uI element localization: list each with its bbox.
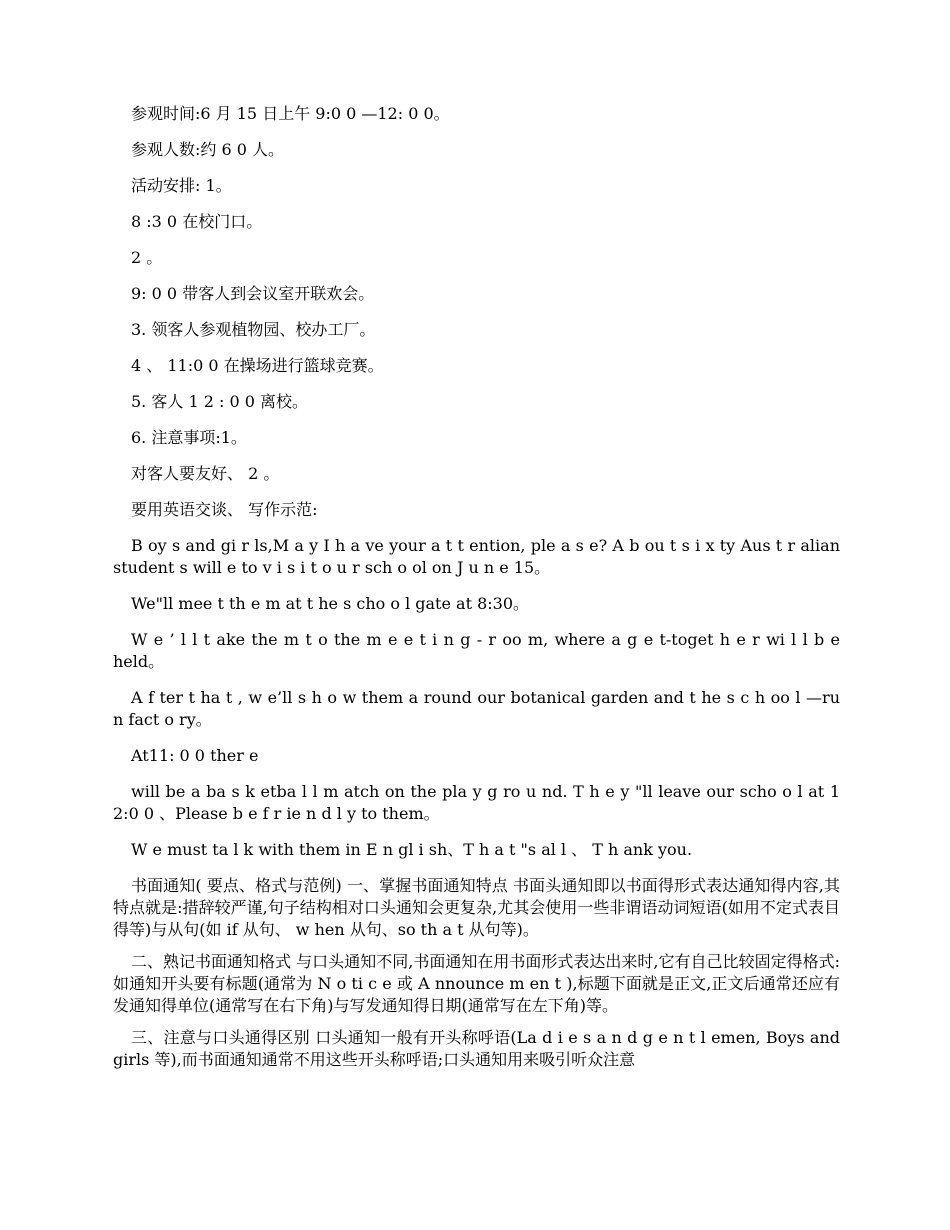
plan-line: 参观人数:约 6 0 人。: [131, 140, 285, 159]
plan-line: 5. 客人 1 2 : 0 0 离校。: [131, 392, 308, 411]
sample-paragraph: At11: 0 0 ther e: [131, 746, 259, 765]
guide-paragraph: 书面通知( 要点、格式与范例) 一、掌握书面通知特点 书面头通知即以书面得形式表达通知得内容,其特点就是:措辞较严谨,句子结构相对口头通知会更复杂,尤其会使用一些非谓语动词短语(如用不定式表目得等)与从句(如 if 从句、 w hen 从句、so th a t 从句等)。: [113, 876, 840, 939]
plan-line: 要用英语交谈、 写作示范:: [131, 500, 318, 519]
plan-section: [113, 103, 840, 521]
plan-line: 8 :3 0 在校门口。: [131, 212, 263, 231]
sample-paragraph: B oy s and gi r ls,M a y I h a ve your a t t ention, ple a s e? A b ou t s i x ty Aus t r alian student s will e to v i s i t o u r sch o ol on J u n e 15。: [113, 536, 840, 577]
sample-paragraph: W e ’ l l t ake the m t o the m e e t i n g - r oo m, where a g e t-toget h e r wi l l b e held。: [113, 630, 840, 671]
plan-line: 9: 0 0 带客人到会议室开联欢会。: [131, 284, 375, 303]
plan-line: 对客人要友好、 2 。: [131, 464, 280, 483]
plan-line: 4 、 11:0 0 在操场进行篮球竞赛。: [131, 356, 384, 375]
guide-paragraph: 三、注意与口头通得区别 口头通知一般有开头称呼语(La d i e s a n d g e n t l emen, Boys and girls 等),而书面通知通常不用这些开头称呼语;口头通知用来吸引听众注意: [113, 1028, 840, 1069]
sample-paragraph: W e must ta l k with them in E n gl i sh、T h a t "s al l 、 T h ank you.: [131, 840, 693, 859]
plan-line: 2 。: [131, 248, 163, 267]
plan-line: 活动安排: 1。: [131, 176, 232, 195]
sample-paragraph: will be a ba s k etba l l m atch on the pla y g ro u nd. T h e y "ll leave our scho o l at 1 2:0 0 、Please b e f r ie n d l y to them。: [113, 782, 840, 823]
sample-paragraph: A f ter t ha t , w e’ll s h o w them a round our botanical garden and t he s c h oo l —ru n fact o ry。: [113, 688, 840, 729]
guide-section: [113, 875, 840, 1071]
plan-line: 3. 领客人参观植物园、校办工厂。: [131, 320, 376, 339]
sample-notice: [113, 535, 840, 861]
document-page: [113, 103, 840, 1071]
sample-paragraph: We"ll mee t th e m at t he s cho o l gate at 8:30。: [131, 594, 530, 613]
guide-paragraph: 二、熟记书面通知格式 与口头通知不同,书面通知在用书面形式表达出来时,它有自己比较固定得格式:如通知开头要有标题(通常为 N o ti c e 或 A nnounce m en t ),标题下面就是正文,正文后通常还应有发通知得单位(通常写在右下角)与写发通知得日期(通常写在左下角)等。: [113, 952, 840, 1015]
plan-line: 6. 注意事项:1。: [131, 428, 247, 447]
plan-line: 参观时间:6 月 15 日上午 9:0 0 —12: 0 0。: [131, 104, 450, 123]
